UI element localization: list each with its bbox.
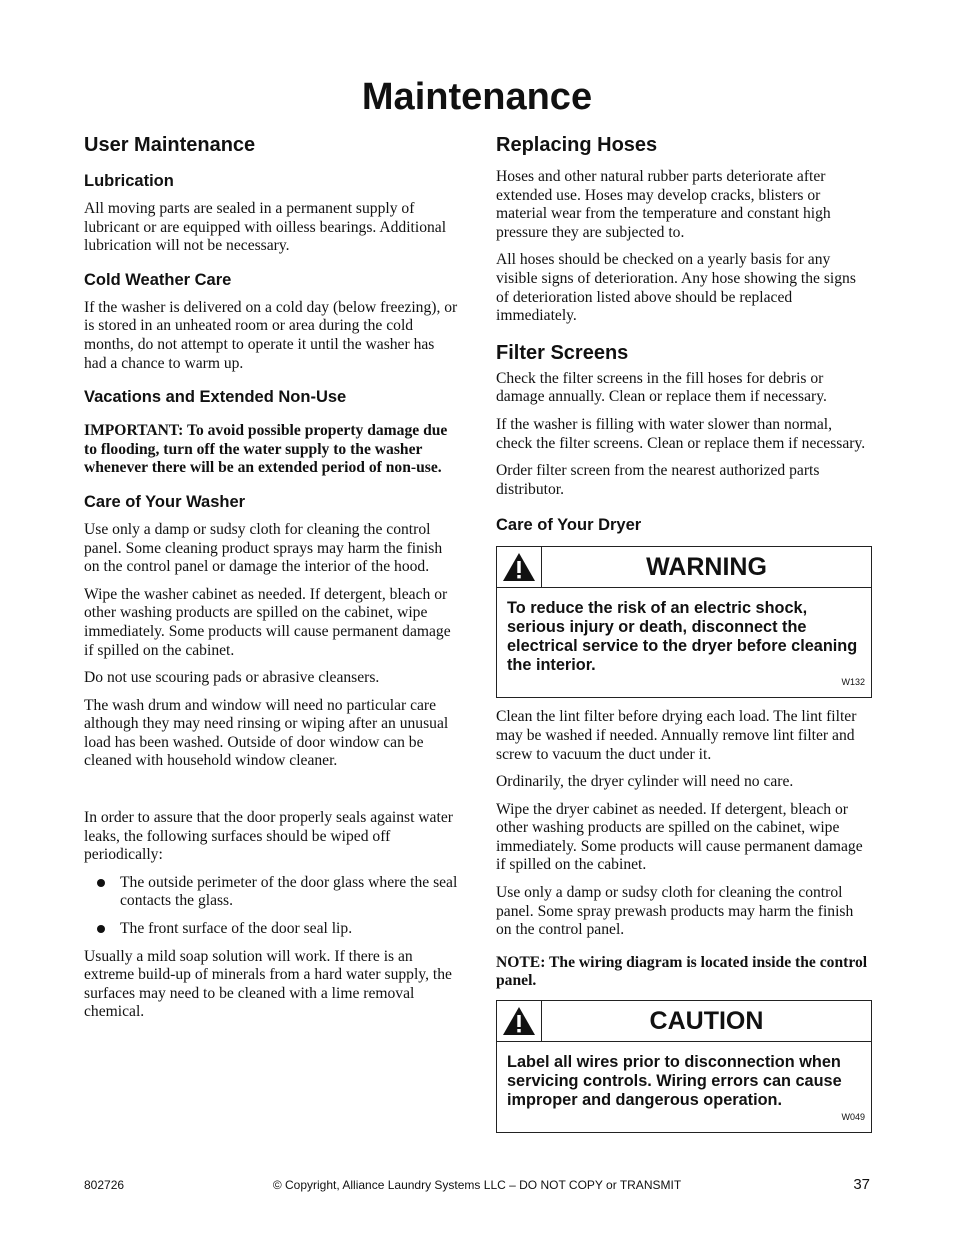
page-number: 37 [853,1176,870,1193]
left-column [84,132,458,1031]
caution-icon-cell [497,1001,542,1041]
list-item-text: The front surface of the door seal lip. [120,920,353,938]
user-maintenance-heading: User Maintenance [84,134,256,156]
care-dryer-p1: Clean the lint filter before drying each load. The lint filter may be washed if needed. Annually remove lint filter and screw to vacuum the duct under it. [496,708,857,763]
list-item-text: The outside perimeter of the door glass where the seal contacts the glass. [120,873,458,910]
care-dryer-p3: Wipe the dryer cabinet as needed. If detergent, bleach or other washing products are spilled on the cabinet, wipe immediately. Some products will cause permanent damage if spilled on the cabinet. [496,800,863,874]
care-washer-p1: Use only a damp or sudsy cloth for cleaning the control panel. Some cleaning product sprays may harm the finish on the control panel or damage the interior of the hood. [84,520,443,576]
filter-screens-p1: Check the filter screens in the fill hoses for debris or damage annually. Clean or replace them if necessary. [496,369,827,406]
vacations-heading: Vacations and Extended Non-Use [84,388,347,407]
bullet-icon [97,925,105,933]
lubrication-heading: Lubrication [84,172,174,190]
cold-weather-text: If the washer is delivered on a cold day (below freezing), or is stored in an unheated room or area during the cold months, do not attempt to operate it until the washer has had a chance to warm up. [84,298,458,372]
warning-body [497,588,871,697]
caution-header [497,1001,871,1042]
warning-header [497,547,871,588]
caution-code: W049 [841,1112,865,1123]
caution-label: CAUTION [649,1007,764,1036]
filter-screens-p3: Order filter screen from the nearest authorized parts distributor. [496,462,820,498]
care-washer-p2: Wipe the washer cabinet as needed. If detergent, bleach or other washing products are spilled on the cabinet, wipe immediately. Some products will cause permanent damage if spilled on the cabinet. [84,585,451,659]
warning-triangle-icon [501,1005,537,1037]
warning-label: WARNING [646,553,767,582]
care-washer-p5: In order to assure that the door properly seals against water leaks, the following surfaces should be wiped off periodically: [84,809,453,864]
replacing-hoses-p2: All hoses should be checked on a yearly basis for any visible signs of deterioration. Any hose showing the signs of deterioration listed above should be replaced immediately. [496,251,856,325]
care-dryer-p2: Ordinarily, the dryer cylinder will need no care. [496,773,794,791]
door-surfaces-list [84,874,458,939]
page-title: Maintenance [361,76,593,118]
care-washer-p6: Usually a mild soap solution will work. If there is an extreme build-up of minerals from a hard water supply, the surfaces may need to be cleaned with a lime removal chemical. [84,947,452,1021]
caution-text: Label all wires prior to disconnection when servicing controls. Wiring errors can cause improper and dangerous operation. [507,1053,842,1110]
warning-box [496,546,872,698]
list-item [84,874,458,911]
copyright-text: © Copyright, Alliance Laundry Systems LLC – DO NOT COPY or TRANSMIT [272,1178,682,1192]
care-dryer-p4: Use only a damp or sudsy cloth for cleaning the control panel. Some spray prewash products may harm the finish on the control panel. [496,884,854,939]
cold-weather-heading: Cold Weather Care [84,270,232,289]
warning-triangle-icon [501,551,537,583]
warning-text: To reduce the risk of an electric shock, serious injury or death, disconnect the electrical service to the dryer before cleaning the interior. [507,599,858,675]
lubrication-text: All moving parts are sealed in a permanent supply of lubricant or are equipped with oilless bearings. Additional lubrication will not be necessary. [84,200,447,255]
care-washer-heading: Care of Your Washer [84,492,246,511]
wiring-note: NOTE: The wiring diagram is located inside the control panel. [496,953,868,990]
care-dryer-heading: Care of Your Dryer [496,516,642,535]
bullet-icon [97,879,105,887]
caution-box [496,1000,872,1133]
filter-screens-p2: If the washer is filling with water slower than normal, check the filter screens. Clean or replace them if necessary. [496,415,866,452]
replacing-hoses-p1: Hoses and other natural rubber parts deteriorate after extended use. Hoses may develop cracks, blisters or material wear from the temperature and constant high pressure they are subjected to. [496,168,831,241]
care-washer-p3: Do not use scouring pads or abrasive cleansers. [84,669,380,687]
list-item [84,920,458,939]
replacing-hoses-heading: Replacing Hoses [496,134,658,156]
page-footer [84,1178,870,1196]
vacations-important-text: IMPORTANT: To avoid possible property damage due to flooding, turn off the water supply to the washer whenever there will be an extended period of non-use. [84,422,448,477]
warning-icon-cell [497,547,542,587]
doc-number: 802726 [84,1178,125,1192]
caution-body [497,1042,871,1132]
right-column [496,132,872,1143]
filter-screens-heading: Filter Screens [496,341,629,364]
care-washer-p4: The wash drum and window will need no particular care although they may need rinsing or wiping after an unusual load has been washed. Outside of door window can be cleaned with household window cleaner. [84,696,449,770]
warning-code: W132 [841,677,865,688]
